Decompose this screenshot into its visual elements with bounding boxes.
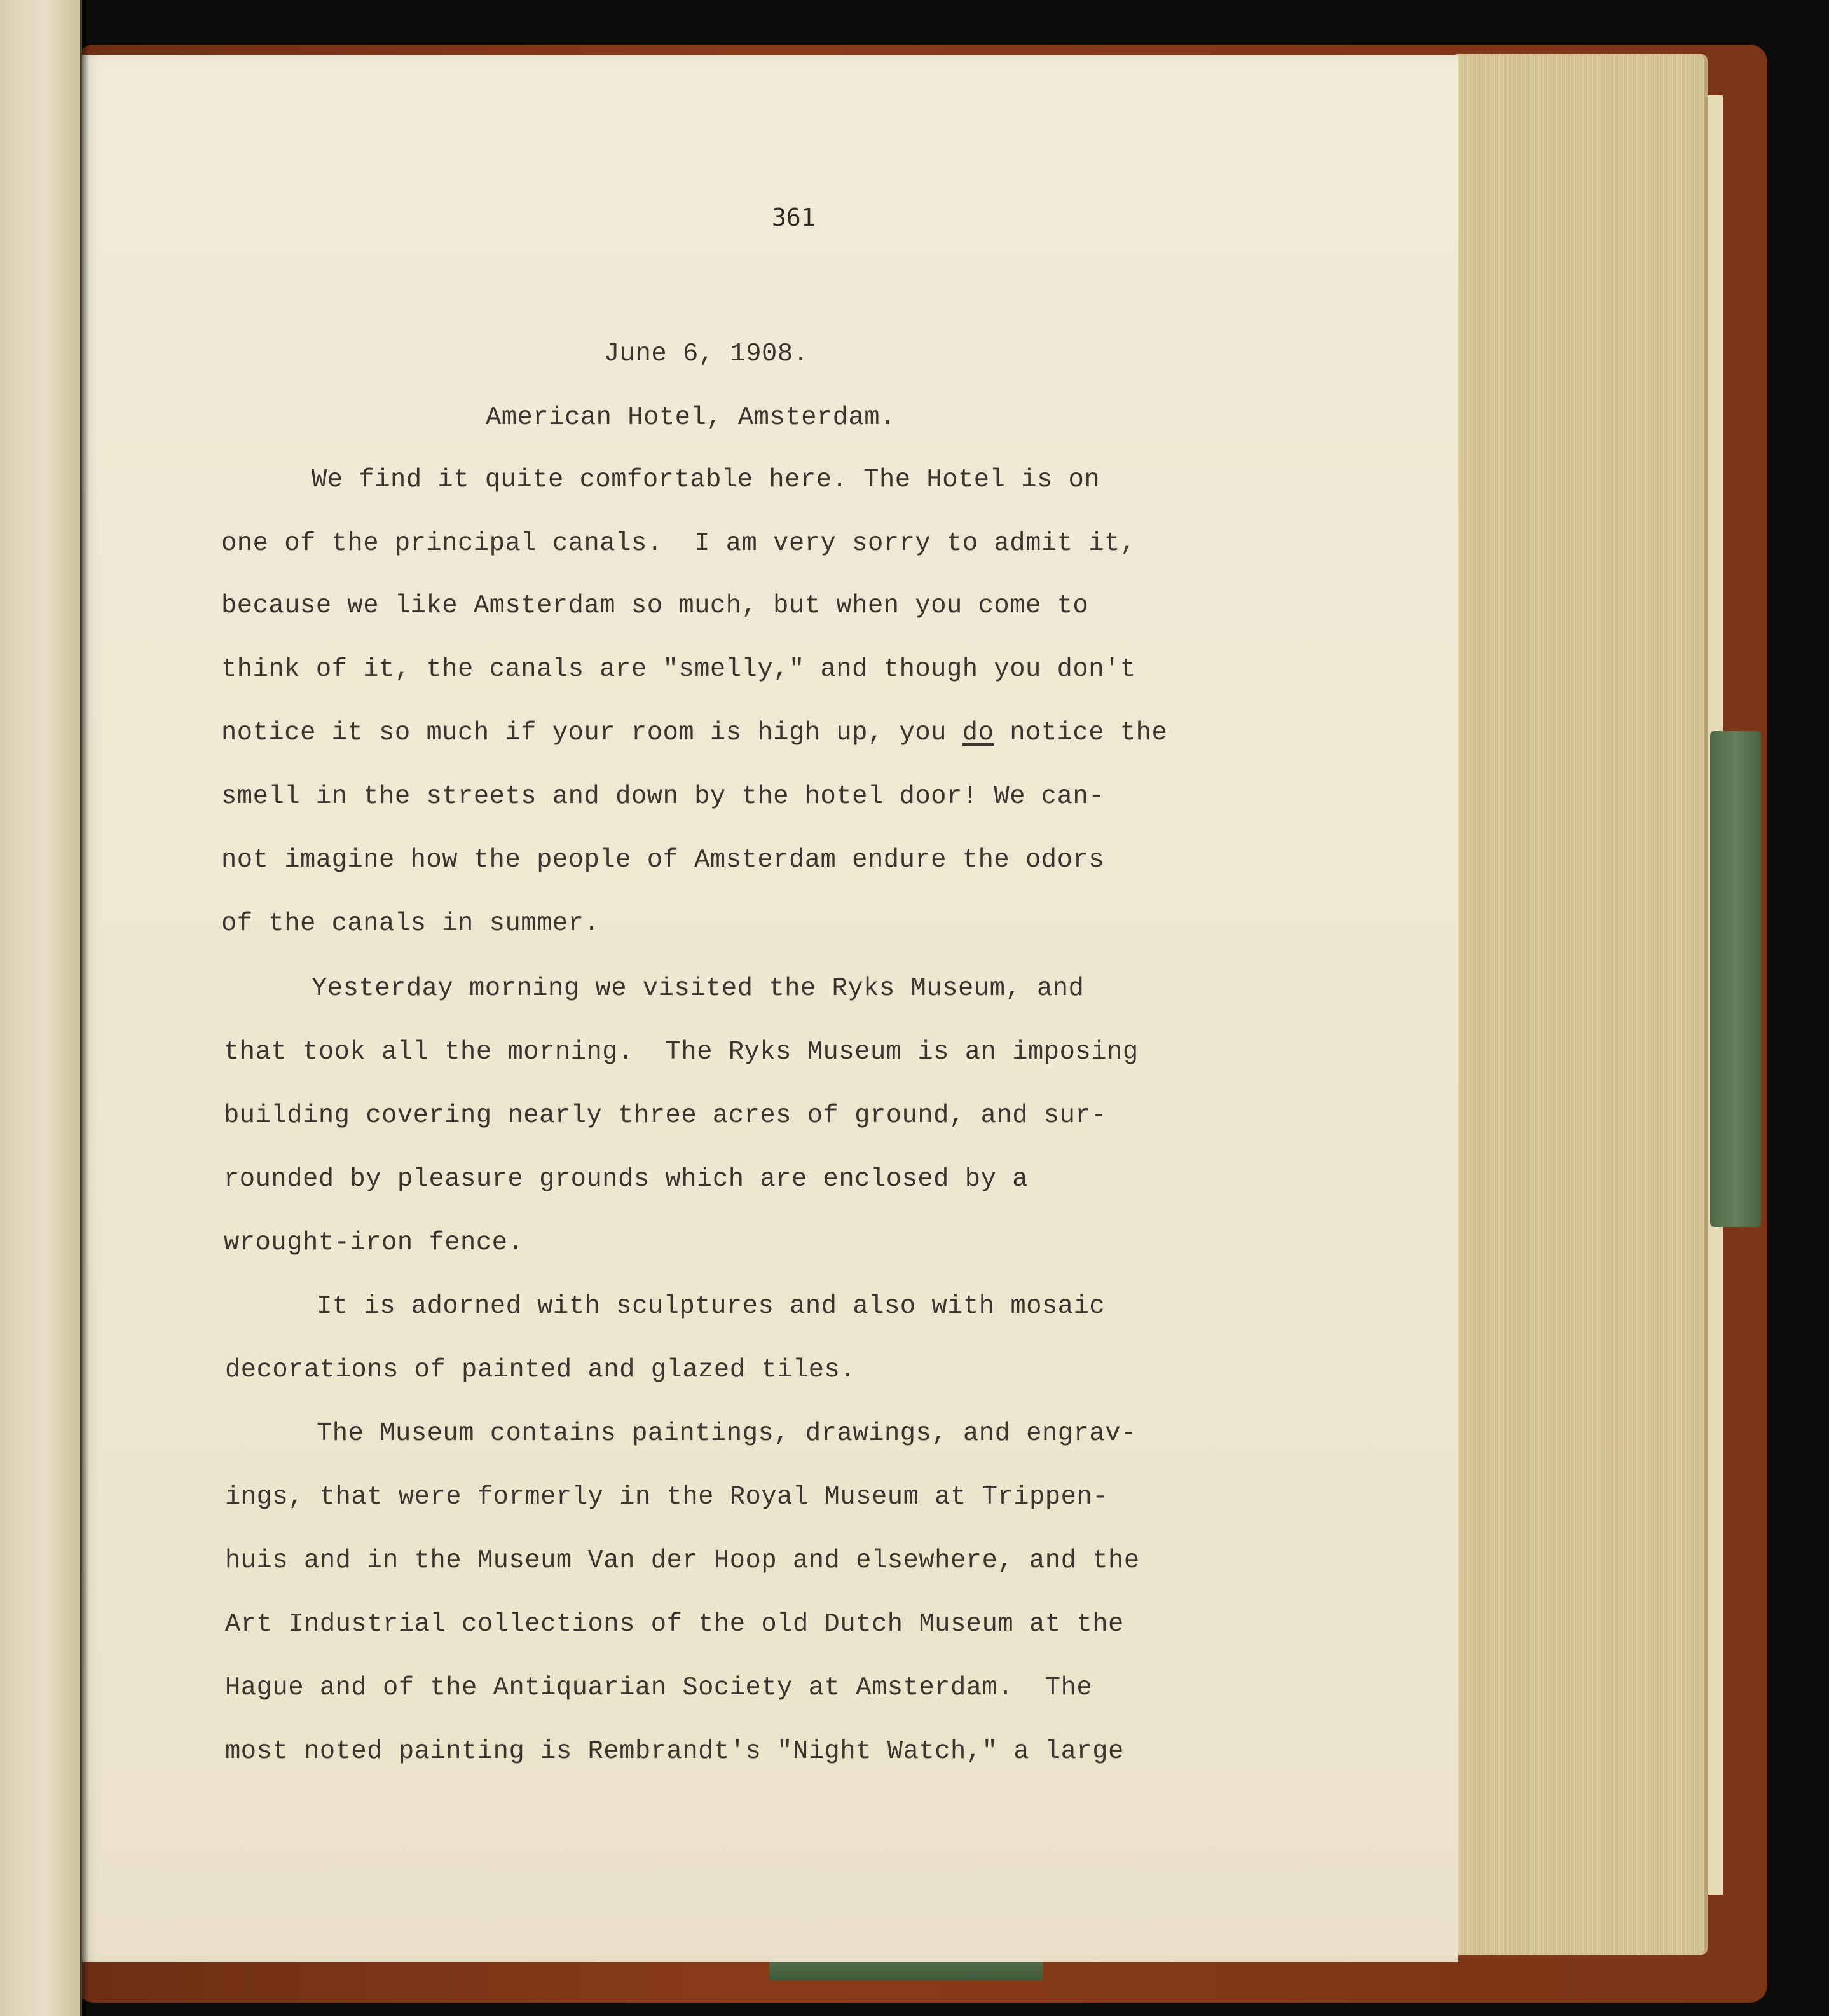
underlined-word: do [962, 718, 994, 748]
text-line-5 [221, 718, 1167, 748]
text-line-19: Art Industrial collections of the old Dutch Museum at the [225, 1610, 1124, 1639]
text-line-15: decorations of painted and glazed tiles. [225, 1355, 856, 1385]
text-line-18: huis and in the Museum Van der Hoop and elsewhere, and the [225, 1546, 1140, 1575]
text-line-14: It is adorned with sculptures and also with mosaic [317, 1292, 1106, 1321]
text-line-6: smell in the streets and down by the hotel door! We can- [221, 782, 1105, 811]
heading-date: June 6, 1908. [604, 339, 809, 369]
text-line-2: one of the principal canals. I am very sorry to admit it, [221, 529, 1136, 558]
text-line-1: We find it quite comfortable here. The Hotel is on [312, 465, 1100, 495]
text-line-12: rounded by pleasure grounds which are enclosed by a [224, 1165, 1029, 1194]
text-line-4: think of it, the canals are "smelly," and though you don't [221, 655, 1136, 684]
text-line-8: of the canals in summer. [221, 909, 600, 938]
text-line-17: ings, that were formerly in the Royal Museum at Trippen- [225, 1483, 1109, 1512]
text-line-21: most noted painting is Rembrandt's "Night Watch," a large [225, 1737, 1124, 1766]
page-number: 361 [772, 203, 816, 231]
text-line-9: Yesterday morning we visited the Ryks Museum, and [312, 974, 1085, 1003]
text-line-10: that took all the morning. The Ryks Museum is an imposing [224, 1038, 1139, 1067]
gutter-shadow [80, 0, 89, 2016]
bookmark-ribbon [1710, 731, 1761, 1227]
text-line-20: Hague and of the Antiquarian Society at Amsterdam. The [225, 1673, 1093, 1703]
heading-place: American Hotel, Amsterdam. [486, 403, 896, 432]
text-line-7: not imagine how the people of Amsterdam endure the odors [221, 846, 1105, 875]
book-page [80, 55, 1458, 1962]
text-line-3: because we like Amsterdam so much, but when you come to [221, 591, 1089, 621]
text-line-11: building covering nearly three acres of ground, and sur- [224, 1101, 1107, 1130]
page-block-edges [1456, 54, 1708, 1955]
text-line-13: wrought-iron fence. [224, 1228, 524, 1258]
text-line-5-start: notice it so much if your room is high up, you [221, 718, 962, 748]
text-line-16: The Museum contains paintings, drawings, and engrav- [317, 1419, 1137, 1448]
facing-page-edge [0, 0, 82, 2016]
text-line-5-end: notice the [994, 718, 1168, 748]
